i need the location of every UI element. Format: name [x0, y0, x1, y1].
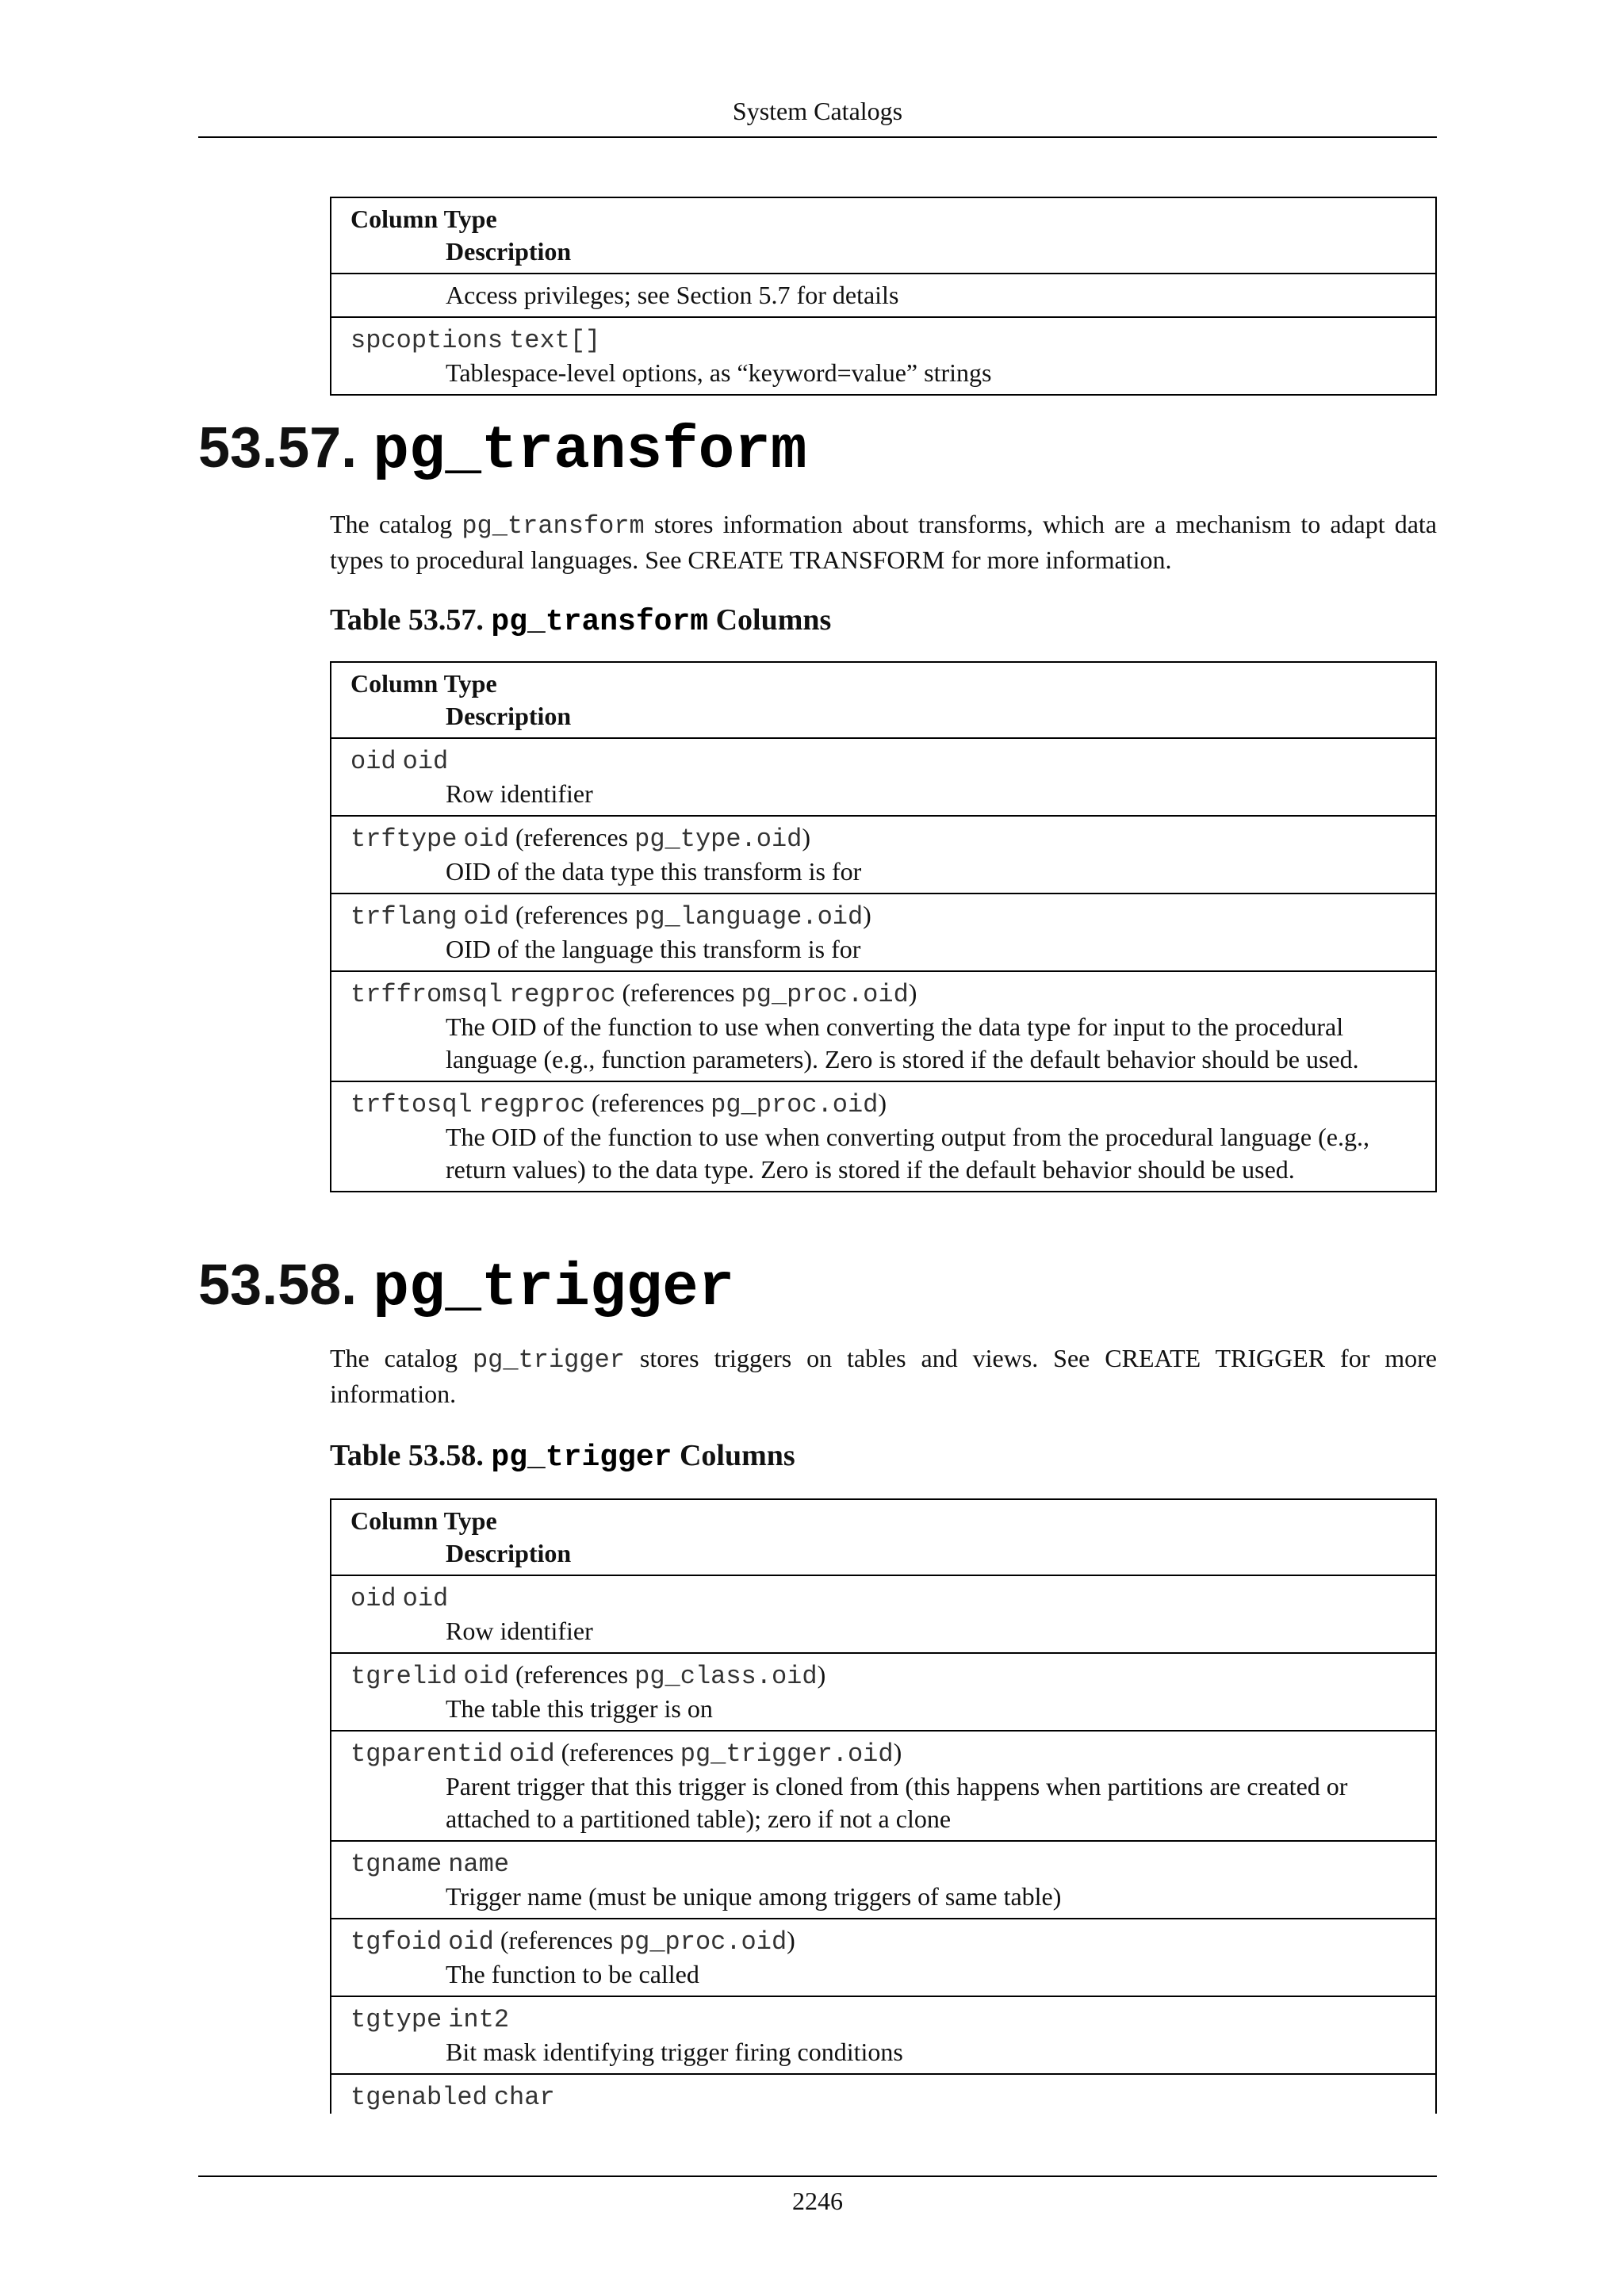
- intro-text: The catalog: [330, 1344, 473, 1372]
- top-table-continuation: [330, 197, 1437, 396]
- references-close: ): [787, 1926, 795, 1954]
- reference-link[interactable]: pg_proc.oid: [710, 1090, 879, 1119]
- row-description: The OID of the function to use when converting output from the procedural language (e.g., return values) to the data type. Zero is stored if the default behavior should be used.: [446, 1123, 1369, 1184]
- table-caption-pg-transform: [330, 601, 831, 641]
- column-type: oid: [463, 1662, 510, 1691]
- table-row: [331, 1575, 1435, 1652]
- reference-link[interactable]: pg_language.oid: [634, 902, 864, 932]
- references-text: (references: [509, 901, 635, 929]
- table-row: [331, 316, 1435, 394]
- column-name: oid: [350, 747, 396, 776]
- column-type: text[]: [509, 326, 601, 355]
- caption-code: pg_transform: [491, 605, 709, 639]
- page-number: 2246: [792, 2187, 843, 2215]
- references-close: ): [878, 1089, 887, 1117]
- references-close: ): [863, 901, 871, 929]
- table-row: [331, 737, 1435, 815]
- column-type: oid: [448, 1927, 494, 1957]
- row-description: Access privileges; see Section 5.7 for details: [446, 281, 899, 309]
- description-header: Description: [446, 237, 572, 266]
- footer-rule: [198, 2175, 1437, 2177]
- table-header-row: [331, 198, 1435, 273]
- section-title-pg-transform: [198, 414, 807, 485]
- column-type-header: Column Type: [350, 669, 497, 698]
- references-close: ): [817, 1660, 826, 1689]
- table-row: [331, 1840, 1435, 1918]
- table-header-row: [331, 1500, 1435, 1575]
- column-type-header: Column Type: [350, 205, 497, 233]
- references-text: (references: [585, 1089, 711, 1117]
- column-name: tgfoid: [350, 1927, 442, 1957]
- column-type: regproc: [509, 980, 616, 1009]
- column-type: oid: [509, 1739, 555, 1769]
- table-caption-pg-trigger: [330, 1437, 795, 1477]
- description-header: Description: [446, 1539, 572, 1567]
- column-name: tgrelid: [350, 1662, 458, 1691]
- table-row: [331, 1730, 1435, 1840]
- table-row: [331, 1081, 1435, 1191]
- pg-transform-intro: [330, 507, 1437, 576]
- intro-text: The catalog: [330, 510, 462, 538]
- pg-transform-columns-table: [330, 661, 1437, 1192]
- references-text: (references: [509, 1660, 635, 1689]
- references-text: (references: [554, 1738, 680, 1766]
- row-description: Trigger name (must be unique among triggers of same table): [446, 1882, 1062, 1911]
- references-text: (references: [493, 1926, 619, 1954]
- section-name: pg_trigger: [373, 1254, 735, 1322]
- column-name: tgname: [350, 1850, 442, 1879]
- column-name: trflang: [350, 902, 458, 932]
- column-type-header: Column Type: [350, 1506, 497, 1535]
- table-row: [331, 970, 1435, 1081]
- row-description: The table this trigger is on: [446, 1694, 713, 1723]
- column-type: oid: [463, 825, 510, 854]
- references-text: (references: [615, 978, 741, 1007]
- section-number: 53.58.: [198, 1253, 358, 1317]
- section-number: 53.57.: [198, 416, 358, 480]
- catalog-name-code: pg_transform: [462, 511, 645, 541]
- column-name: tgparentid: [350, 1739, 504, 1769]
- table-row: [331, 893, 1435, 970]
- column-type: regproc: [478, 1090, 586, 1119]
- column-name: trffromsql: [350, 980, 504, 1009]
- table-row: [331, 273, 1435, 316]
- caption-prefix: Table 53.57.: [330, 603, 492, 637]
- column-type: int2: [448, 2005, 510, 2034]
- row-description: OID of the data type this transform is for: [446, 857, 862, 886]
- row-description: The OID of the function to use when converting the data type for input to the procedural language (e.g., function parameters). Zero is stored if the default behavior should be used.: [446, 1012, 1359, 1073]
- intro-text-cont: stores information about transforms, which are a mechanism to adapt data types to procedural languages. See CREATE TRANSFORM for more information.: [330, 510, 1438, 574]
- reference-link[interactable]: pg_type.oid: [634, 825, 802, 854]
- references-close: ): [908, 978, 917, 1007]
- section-name: pg_transform: [373, 417, 807, 485]
- row-description: Bit mask identifying trigger firing conditions: [446, 2038, 903, 2066]
- intro-text-cont: stores triggers on tables and views. See CREATE TRIGGER for more information.: [330, 1344, 1438, 1408]
- table-row: [331, 2073, 1435, 2114]
- references-text: (references: [509, 823, 635, 851]
- row-description: Row identifier: [446, 1617, 593, 1645]
- caption-suffix: Columns: [672, 1439, 795, 1472]
- row-description: Parent trigger that this trigger is cloned from (this happens when partitions are created or attached to a partitioned table); zero if not a clone: [446, 1772, 1348, 1833]
- reference-link[interactable]: pg_class.oid: [634, 1662, 818, 1691]
- catalog-name-code: pg_trigger: [472, 1345, 625, 1375]
- table-row: [331, 1918, 1435, 1996]
- references-close: ): [893, 1738, 902, 1766]
- column-type: oid: [402, 1584, 449, 1613]
- row-description: OID of the language this transform is for: [446, 935, 861, 963]
- running-header: System Catalogs: [732, 97, 903, 125]
- column-name: trftosql: [350, 1090, 473, 1119]
- pg-trigger-intro: [330, 1341, 1437, 1410]
- section-title-pg-trigger: [198, 1251, 734, 1322]
- caption-code: pg_trigger: [491, 1441, 672, 1475]
- column-name: tgtype: [350, 2005, 442, 2034]
- column-type: oid: [463, 902, 510, 932]
- reference-link[interactable]: pg_proc.oid: [619, 1927, 787, 1957]
- table-row: [331, 1652, 1435, 1730]
- references-close: ): [802, 823, 811, 851]
- column-type: oid: [402, 747, 449, 776]
- row-description: The function to be called: [446, 1960, 699, 1988]
- column-name: spcoptions: [350, 326, 504, 355]
- table-row: [331, 1996, 1435, 2073]
- description-header: Description: [446, 702, 572, 730]
- reference-link[interactable]: pg_proc.oid: [741, 980, 909, 1009]
- table-header-row: [331, 663, 1435, 737]
- column-type: char: [493, 2083, 555, 2112]
- column-type: name: [448, 1850, 510, 1879]
- caption-prefix: Table 53.58.: [330, 1439, 492, 1472]
- caption-suffix: Columns: [708, 603, 832, 637]
- table-row: [331, 815, 1435, 893]
- column-name: tgenabled: [350, 2083, 488, 2112]
- column-name: oid: [350, 1584, 396, 1613]
- column-name: trftype: [350, 825, 458, 854]
- row-description: Tablespace-level options, as “keyword=value” strings: [446, 358, 992, 387]
- pg-trigger-columns-table: [330, 1498, 1437, 2114]
- row-description: Row identifier: [446, 779, 593, 808]
- reference-link[interactable]: pg_trigger.oid: [680, 1739, 894, 1769]
- header-rule: [198, 136, 1437, 138]
